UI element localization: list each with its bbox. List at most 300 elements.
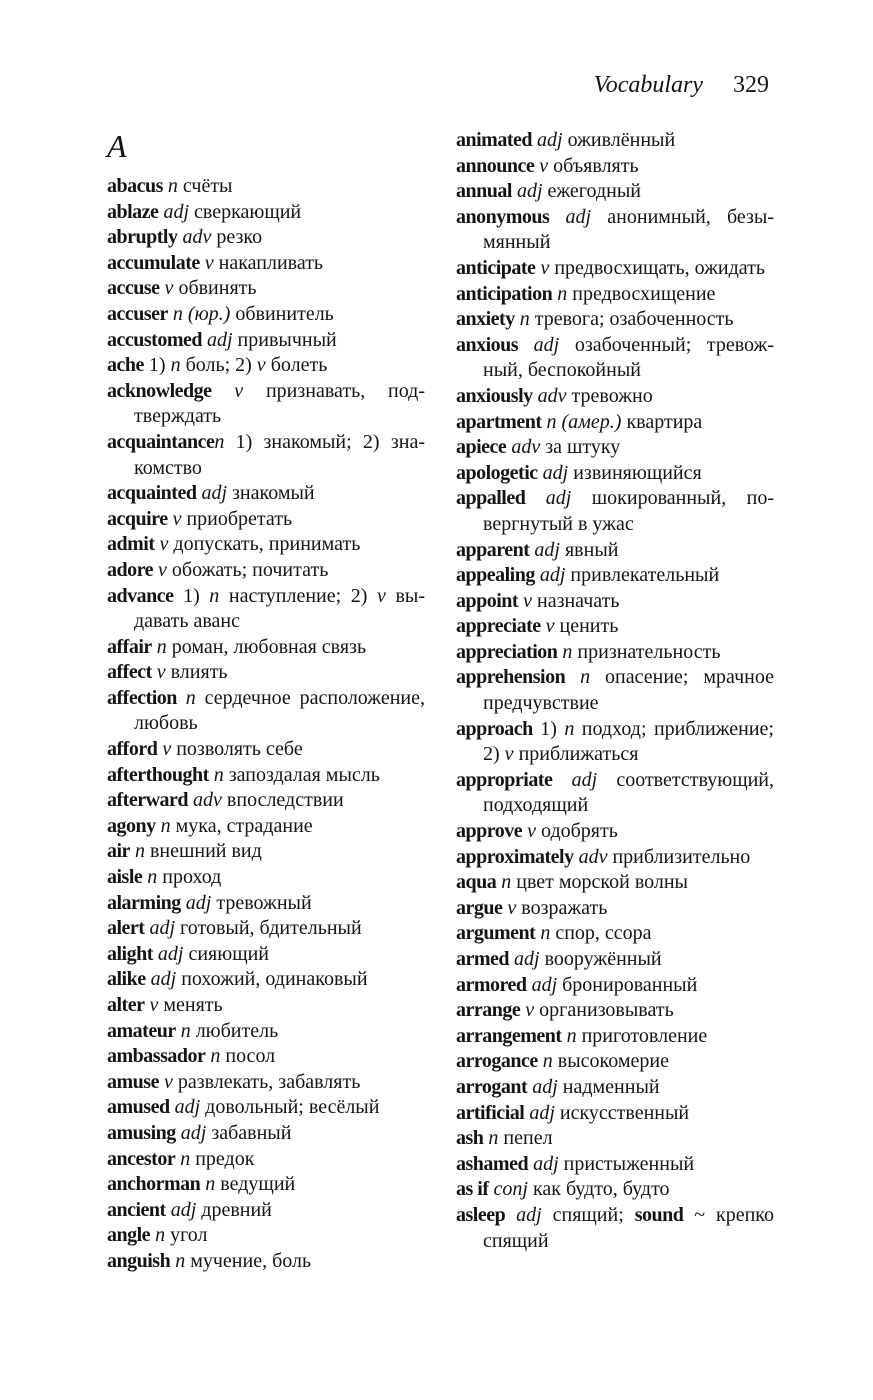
headword: appealing [456, 564, 535, 587]
part-of-speech: adv [511, 436, 541, 459]
part-of-speech: v [159, 533, 169, 556]
part-of-speech: v [204, 251, 214, 274]
definition: пристыженный [563, 1152, 695, 1175]
definition: цвет морской волны [516, 871, 688, 894]
headword: ache [107, 354, 144, 377]
vocabulary-entry [107, 1249, 425, 1275]
part-of-speech: n [557, 282, 568, 305]
definition-text: 1) [183, 584, 210, 607]
vocabulary-entry [107, 839, 425, 865]
definition: мучение, боль [190, 1249, 312, 1272]
vocabulary-entry [456, 640, 774, 666]
part-of-speech: adj [529, 1101, 555, 1124]
part-of-speech: v [164, 277, 174, 300]
vocabulary-entry [456, 307, 774, 333]
definition: извиняющийся [573, 461, 702, 484]
part-of-speech: n [170, 354, 181, 377]
vocabulary-entry [456, 538, 774, 564]
headword: appreciate [456, 615, 541, 638]
part-of-speech: n [160, 814, 171, 837]
definition: как будто, будто [532, 1178, 670, 1201]
headword: arrogance [456, 1050, 538, 1073]
headword: asleep [456, 1203, 506, 1226]
vocabulary-entry [456, 1177, 774, 1203]
definition: резко [216, 226, 263, 249]
headword: advance [107, 584, 174, 607]
part-of-speech: n [540, 922, 551, 945]
vocabulary-entry [456, 896, 774, 922]
definition: ведущий [220, 1173, 296, 1196]
part-of-speech: n [209, 584, 220, 607]
definition: угол [170, 1224, 208, 1247]
part-of-speech: v [504, 743, 514, 766]
vocabulary-entry [107, 302, 425, 328]
part-of-speech: n [564, 717, 575, 740]
definition: назначать [536, 589, 620, 612]
definition: ежегодный [547, 180, 641, 203]
vocabulary-entry [456, 921, 774, 947]
definition: предвосхищение [572, 282, 716, 305]
part-of-speech: v [525, 999, 535, 1022]
vocabulary-entry [456, 1126, 774, 1152]
definition: приобретать [186, 507, 293, 530]
headword: amusing [107, 1121, 176, 1144]
vocabulary-entry [107, 891, 425, 917]
part-of-speech: adj [542, 461, 569, 484]
definition: древний [201, 1198, 272, 1221]
definition-text: 1) [540, 717, 565, 740]
definition: организовывать [539, 999, 674, 1022]
definition: вооружённый [544, 948, 662, 970]
vocabulary-entry [107, 1223, 425, 1249]
phrase-headword: sound [634, 1203, 684, 1226]
headword: affection [107, 686, 177, 709]
headword: approach [456, 717, 533, 740]
part-of-speech: v [527, 820, 537, 843]
vocabulary-entry [107, 1147, 425, 1173]
vocabulary-entry [107, 1044, 425, 1070]
definition: забавный [211, 1121, 292, 1144]
headword: acquire [107, 507, 168, 530]
headword: accumulate [107, 251, 200, 274]
part-of-speech: adj [180, 1121, 207, 1144]
definition: запоздалая мысль [228, 763, 380, 786]
part-of-speech: n [180, 1019, 191, 1042]
part-of-speech: adj [206, 328, 233, 351]
part-of-speech: n [175, 1249, 186, 1272]
definition: мука, страдание [175, 814, 313, 837]
vocabulary-entry [107, 481, 425, 507]
definition: озабоченный; тревожный, беспокойный [483, 333, 775, 382]
headword: ancestor [107, 1147, 176, 1170]
definition: соответствующий, подходящий [483, 768, 774, 817]
headword: affair [107, 635, 152, 658]
vocabulary-entry [456, 179, 774, 205]
definition: знакомый [232, 482, 315, 505]
headword: adore [107, 558, 154, 581]
vocabulary-entry [107, 1172, 425, 1198]
headword: aqua [456, 871, 497, 894]
definition: проход [162, 866, 222, 889]
headword: anguish [107, 1249, 171, 1272]
part-of-speech: n [180, 1147, 191, 1170]
vocabulary-entry [456, 384, 774, 410]
definition: спор, ссора [555, 922, 652, 945]
definition: посол [225, 1045, 276, 1068]
definition: обвинять [178, 277, 257, 300]
vocabulary-entry [456, 563, 774, 589]
part-of-speech: adj [157, 942, 184, 965]
headword: afford [107, 738, 158, 761]
definition: допускать, принимать [173, 533, 361, 556]
part-of-speech: v [540, 256, 550, 279]
vocabulary-entry [107, 865, 425, 891]
headword: artificial [456, 1101, 525, 1124]
vocabulary-entry [107, 225, 425, 251]
definition: похожий, одинаковый [181, 968, 368, 991]
part-of-speech: n (амер.) [546, 410, 622, 433]
headword: alike [107, 968, 146, 991]
headword: anticipate [456, 256, 536, 279]
part-of-speech: n [214, 430, 225, 453]
definition: искусственный [559, 1101, 690, 1124]
definition: позволять себе [176, 738, 303, 761]
vocabulary-entry [456, 947, 774, 973]
headword: accuser [107, 302, 168, 325]
definition: признательность [577, 640, 721, 663]
definition: пепел [503, 1127, 553, 1150]
part-of-speech: n [167, 175, 178, 197]
vocabulary-entry [107, 328, 425, 354]
page-number: 329 [733, 72, 769, 98]
definition: привычный [237, 328, 337, 351]
headword: aisle [107, 866, 143, 889]
part-of-speech: n [562, 640, 573, 663]
definition: квартира [626, 410, 703, 433]
vocabulary-entry [107, 993, 425, 1019]
headword: accustomed [107, 328, 202, 351]
part-of-speech: n [566, 1024, 577, 1047]
headword: approve [456, 820, 523, 843]
definition: тревожно [571, 384, 653, 407]
part-of-speech: adj [174, 1096, 201, 1119]
part-of-speech: adj [537, 129, 563, 151]
part-of-speech: adv [193, 789, 222, 812]
vocabulary-entry [107, 686, 425, 737]
definition: возражать [521, 896, 608, 919]
part-of-speech: adj [514, 948, 540, 970]
vocabulary-entry [456, 998, 774, 1024]
vocabulary-entry [456, 128, 774, 154]
vocabulary-entry [456, 870, 774, 896]
definition: тревожный [216, 891, 312, 914]
definition: опасение; мрачное предчувствие [483, 666, 774, 715]
headword: ablaze [107, 200, 159, 223]
vocabulary-entry [107, 200, 425, 226]
part-of-speech: adj [516, 180, 543, 203]
vocabulary-entry [107, 1121, 425, 1147]
definition: готовый, бдительный [180, 917, 362, 940]
vocabulary-entry [456, 333, 774, 384]
headword: as if [456, 1178, 489, 1201]
part-of-speech: adj [565, 205, 592, 228]
headword: anonymous [456, 205, 550, 228]
definition: любитель [195, 1019, 279, 1042]
vocabulary-entry [456, 614, 774, 640]
part-of-speech: n [156, 635, 167, 658]
vocabulary-entry [107, 584, 425, 635]
headword: armed [456, 948, 510, 970]
headword: appalled [456, 487, 526, 510]
headword: arrangement [456, 1024, 562, 1047]
headword: anxiously [456, 384, 533, 407]
vocabulary-column-right [456, 128, 774, 1254]
vocabulary-entry [107, 660, 425, 686]
vocabulary-entry [107, 532, 425, 558]
vocabulary-entry [107, 353, 425, 379]
vocabulary-entry [456, 589, 774, 615]
vocabulary-entry [107, 1198, 425, 1224]
vocabulary-entry [456, 205, 774, 256]
definition: явный [564, 538, 619, 561]
running-header [594, 72, 769, 99]
vocabulary-entry [107, 814, 425, 840]
headword: amateur [107, 1019, 176, 1042]
vocabulary-entry [107, 1019, 425, 1045]
part-of-speech: n [488, 1127, 499, 1150]
headword: alter [107, 994, 145, 1016]
headword: animated [456, 129, 532, 151]
part-of-speech: adv [182, 226, 212, 249]
definition: влиять [170, 661, 228, 684]
definition: бронированный [562, 973, 698, 996]
part-of-speech: v [163, 1070, 173, 1093]
vocabulary-entry [107, 942, 425, 968]
headword: afterthought [107, 763, 209, 786]
headword: ambassador [107, 1045, 206, 1068]
headword: arrogant [456, 1075, 528, 1098]
definition: приготовление [581, 1024, 708, 1047]
headword: acknowledge [107, 379, 212, 402]
definition: предвосхищать, ожидать [554, 256, 765, 279]
vocabulary-entry [456, 435, 774, 461]
headword: alarming [107, 891, 181, 914]
part-of-speech: n (юр.) [172, 302, 231, 325]
definition: довольный; весёлый [205, 1096, 380, 1119]
headword: anxious [456, 333, 519, 356]
vocabulary-entry [107, 174, 425, 200]
definition: объявлять [553, 154, 639, 177]
definition: приблизительно [612, 845, 751, 868]
definition: ценить [559, 615, 619, 638]
definition: признавать, подтверждать [134, 379, 425, 428]
part-of-speech: adj [150, 968, 177, 991]
vocabulary-entry [456, 1049, 774, 1075]
headword: abruptly [107, 226, 178, 249]
definition-text: приближаться [513, 743, 639, 766]
definition: сердечное расположение, любовь [134, 686, 426, 735]
definition: счёты [182, 175, 233, 197]
headword: argument [456, 922, 536, 945]
section-letter: A [107, 128, 127, 164]
vocabulary-entry [456, 486, 774, 537]
vocabulary-entry [456, 1024, 774, 1050]
definition-text: подход; приближение; 2) [483, 717, 774, 766]
headword: apologetic [456, 461, 538, 484]
headword: appropriate [456, 768, 553, 791]
vocabulary-entry [107, 967, 425, 993]
headword: ashamed [456, 1152, 529, 1175]
vocabulary-entry [456, 256, 774, 282]
headword: amused [107, 1096, 170, 1119]
vocabulary-entry [456, 973, 774, 999]
part-of-speech: n [205, 1173, 216, 1196]
headword: abacus [107, 175, 163, 197]
headword: annual [456, 180, 512, 203]
vocabulary-entry [456, 410, 774, 436]
vocabulary-entry [456, 768, 774, 819]
vocabulary-column-left [107, 174, 425, 1275]
vocabulary-entry [456, 282, 774, 308]
part-of-speech: v [158, 558, 167, 581]
definition: шокированный, повергнутый в ужас [483, 487, 774, 535]
part-of-speech: v [172, 507, 182, 530]
headword: acquainted [107, 482, 197, 505]
definition: внешний вид [149, 840, 262, 863]
part-of-speech: v [156, 661, 166, 684]
part-of-speech: adj [532, 1075, 558, 1098]
vocabulary-entry [456, 845, 774, 871]
definition: оживлённый [567, 129, 676, 151]
definition: накапливать [218, 251, 324, 274]
part-of-speech: adj [533, 1152, 559, 1175]
vocabulary-entry [107, 507, 425, 533]
part-of-speech: n [542, 1050, 553, 1073]
part-of-speech: adj [170, 1198, 197, 1221]
part-of-speech: adv [578, 845, 608, 868]
definition: сияющий [188, 942, 269, 965]
headword: anxiety [456, 308, 515, 331]
definition: за штуку [545, 436, 621, 459]
part-of-speech: adj [534, 538, 560, 561]
vocabulary-entry [456, 154, 774, 180]
vocabulary-entry [456, 1152, 774, 1178]
part-of-speech: n [134, 840, 145, 863]
vocabulary-entry [107, 1070, 425, 1096]
part-of-speech: n [155, 1224, 166, 1247]
part-of-speech: v [149, 994, 159, 1016]
part-of-speech: conj [493, 1178, 528, 1201]
headword: argue [456, 896, 503, 919]
vocabulary-entry [107, 635, 425, 661]
definition-text: боль; 2) [180, 354, 257, 377]
definition-text: 1) знакомый; 2) знакомство [134, 430, 425, 479]
definition: тревога; озабоченность [534, 308, 734, 331]
headword: appreciation [456, 640, 558, 663]
part-of-speech: adj [201, 482, 228, 505]
part-of-speech: v [507, 896, 517, 919]
definition-text: наступление; 2) [219, 584, 377, 607]
part-of-speech: v [523, 589, 532, 612]
definition: менять [163, 994, 223, 1016]
headword: apprehension [456, 666, 566, 689]
part-of-speech: v [256, 354, 266, 377]
headword: accuse [107, 277, 160, 300]
headword: agony [107, 814, 156, 837]
definition: анонимный, безымянный [483, 205, 775, 254]
headword: alert [107, 917, 145, 940]
definition-text: ~ крепко спящий [483, 1203, 774, 1252]
part-of-speech: n [147, 866, 158, 889]
vocabulary-entry [107, 763, 425, 789]
vocabulary-entry [107, 737, 425, 763]
part-of-speech: adj [531, 973, 558, 996]
part-of-speech: n [519, 308, 530, 331]
definition-text: выдавать аванс [134, 584, 425, 633]
headword: acquaintance [107, 430, 215, 453]
headword: anchorman [107, 1173, 201, 1196]
part-of-speech: n [213, 763, 224, 786]
definition: одобрять [541, 820, 618, 843]
headword: angle [107, 1224, 151, 1247]
definition: высокомерие [557, 1050, 669, 1073]
headword: apparent [456, 538, 530, 561]
part-of-speech: v [539, 154, 549, 177]
part-of-speech: n [501, 871, 512, 894]
definition: роман, любовная связь [171, 635, 367, 658]
vocabulary-entry [107, 379, 425, 430]
part-of-speech: adj [545, 487, 572, 510]
headword: afterward [107, 789, 189, 812]
headword: approximately [456, 845, 574, 868]
definition: впоследствии [226, 789, 344, 812]
vocabulary-entry [107, 430, 425, 481]
definition: обвинитель [235, 302, 334, 325]
headword: anticipation [456, 282, 553, 305]
definition-text: болеть [265, 354, 328, 377]
part-of-speech: v [162, 738, 172, 761]
header-title: Vocabulary [593, 72, 703, 98]
part-of-speech: adj [539, 564, 566, 587]
part-of-speech: v [376, 584, 386, 607]
part-of-speech: adv [537, 384, 567, 407]
part-of-speech: adj [571, 768, 598, 791]
headword: apartment [456, 410, 542, 433]
headword: armored [456, 973, 527, 996]
definition: сверкающий [194, 200, 302, 223]
part-of-speech: n [210, 1045, 221, 1068]
part-of-speech: n [185, 686, 196, 709]
vocabulary-entry [456, 1075, 774, 1101]
headword: ancient [107, 1198, 166, 1221]
vocabulary-entry [456, 819, 774, 845]
headword: arrange [456, 999, 521, 1022]
headword: amuse [107, 1070, 159, 1093]
part-of-speech: adj [533, 333, 560, 356]
headword: ash [456, 1127, 484, 1150]
part-of-speech: adj [163, 200, 189, 223]
vocabulary-entry [107, 276, 425, 302]
vocabulary-entry [456, 461, 774, 487]
definition: привлекательный [570, 564, 720, 587]
vocabulary-entry [107, 788, 425, 814]
headword: alight [107, 942, 153, 965]
part-of-speech: v [234, 379, 244, 402]
vocabulary-entry [456, 1101, 774, 1127]
part-of-speech: adj [149, 917, 176, 940]
headword: admit [107, 533, 155, 556]
vocabulary-entry [107, 251, 425, 277]
